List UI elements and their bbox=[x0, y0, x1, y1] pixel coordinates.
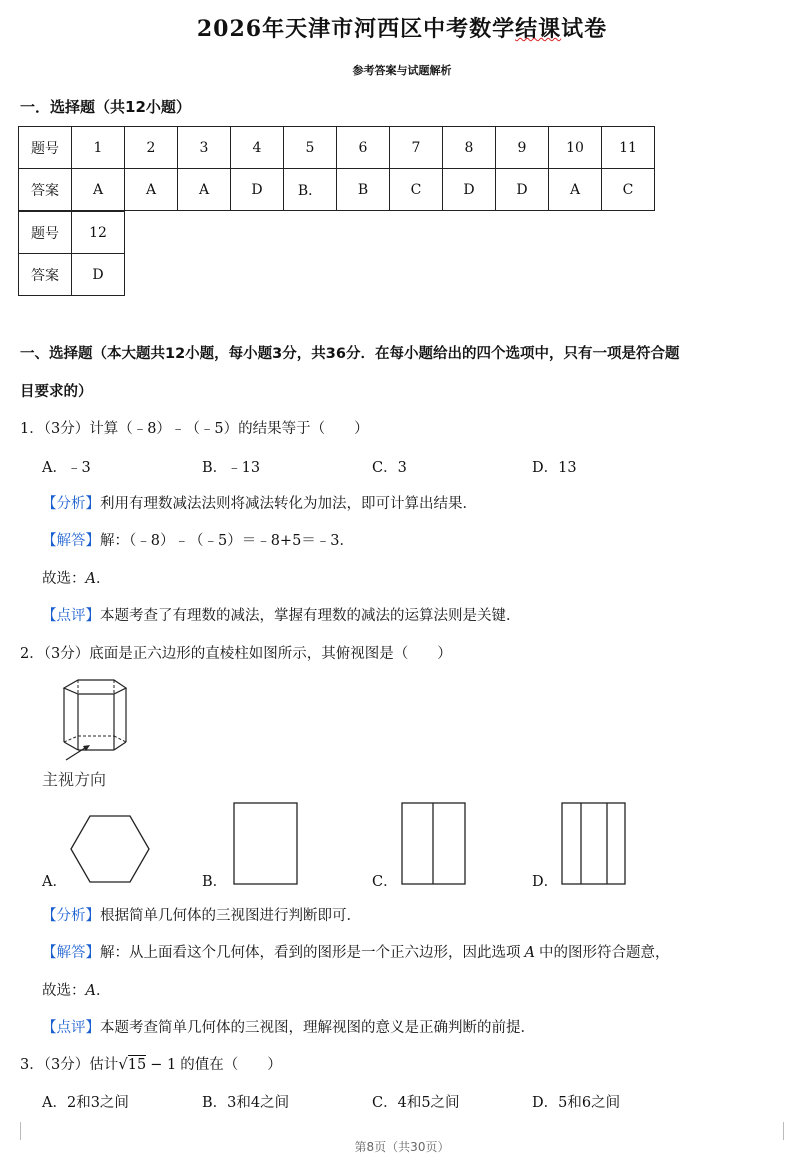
section-heading-2-cont: 目要求的） bbox=[20, 384, 93, 400]
title-underlined-text: 结课 bbox=[515, 16, 562, 42]
q3-stem-mid: − 1 bbox=[150, 1057, 177, 1073]
num-cell: 5 bbox=[284, 127, 337, 169]
q3-option-b: B．3和4之间 bbox=[202, 1095, 290, 1111]
num-cell: 4 bbox=[231, 127, 284, 169]
analysis-text: 根据简单几何体的三视图进行判断即可． bbox=[100, 908, 361, 924]
answer-table-1 bbox=[18, 126, 655, 211]
q1-option-b: B．﹣13 bbox=[202, 460, 261, 476]
row-label-num: 题号 bbox=[19, 127, 72, 169]
comment-tag: 【点评】 bbox=[42, 608, 100, 624]
num-cell: 8 bbox=[443, 127, 496, 169]
num-cell: 9 bbox=[496, 127, 549, 169]
rectangle-figure bbox=[232, 801, 300, 887]
rectangle-two-parts-figure bbox=[400, 801, 468, 887]
analysis-tag: 【分析】 bbox=[42, 908, 100, 924]
q1-comment bbox=[42, 604, 521, 625]
solution-var: A bbox=[524, 945, 535, 961]
hexagon-figure bbox=[68, 812, 152, 886]
view-direction-label: 主视方向 bbox=[42, 770, 107, 789]
solution-tag: 【解答】 bbox=[42, 945, 100, 961]
q1-analysis bbox=[42, 492, 477, 513]
page-footer: 第8页（共30页） bbox=[354, 1140, 450, 1154]
num-cell: 6 bbox=[337, 127, 390, 169]
num-cell: 1 bbox=[72, 127, 125, 169]
analysis-tag: 【分析】 bbox=[42, 496, 100, 512]
section-heading-1: 一．选择题（共12小题） bbox=[20, 98, 191, 116]
q1-option-a: A．﹣3 bbox=[42, 460, 91, 476]
table-row bbox=[19, 212, 125, 254]
comment-text: 本题考查简单几何体的三视图，理解视图的意义是正确判断的前提． bbox=[100, 1020, 535, 1036]
q2-option-d-label: D． bbox=[532, 874, 559, 890]
answer-cell: D bbox=[231, 169, 284, 211]
q2-choice bbox=[42, 979, 110, 1000]
document-subtitle: 参考答案与试题解析 bbox=[352, 64, 452, 77]
choice-suffix: ． bbox=[95, 983, 111, 999]
q1-option-d: D．13 bbox=[532, 460, 577, 476]
q3-option-a: A．2和3之间 bbox=[42, 1095, 129, 1111]
solution-text-pre: 解：从上面看这个几何体，看到的图形是一个正六边形，因此选项 bbox=[100, 945, 521, 961]
q1-solution bbox=[42, 529, 354, 550]
q3-stem bbox=[20, 1053, 282, 1074]
q1-choice bbox=[42, 567, 110, 588]
num-cell: 11 bbox=[602, 127, 655, 169]
row-label-ans: 答案 bbox=[19, 169, 72, 211]
answer-cell: B bbox=[337, 169, 390, 211]
num-cell: 3 bbox=[178, 127, 231, 169]
radicand: 15 bbox=[127, 1057, 147, 1073]
q1-option-c: C．3 bbox=[372, 460, 407, 476]
solution-text: 解：（﹣8）﹣（﹣5）＝﹣8+5＝﹣3． bbox=[100, 533, 355, 549]
row-label-ans: 答案 bbox=[19, 254, 72, 296]
table-row bbox=[19, 169, 655, 211]
prism-figure bbox=[56, 676, 136, 762]
num-cell: 10 bbox=[549, 127, 602, 169]
q3-stem-post: 的值在（ ） bbox=[180, 1057, 282, 1073]
row-label-num: 题号 bbox=[19, 212, 72, 254]
answer-cell: C bbox=[390, 169, 443, 211]
q3-option-d: D．5和6之间 bbox=[532, 1095, 621, 1111]
answer-cell: A bbox=[72, 169, 125, 211]
answer-cell: D bbox=[496, 169, 549, 211]
num-cell: 7 bbox=[390, 127, 443, 169]
q1-stem: 1．（3分）计算（﹣8）﹣（﹣5）的结果等于（ ） bbox=[20, 421, 369, 437]
analysis-text: 利用有理数减法法则将减法转化为加法，即可计算出结果． bbox=[100, 496, 477, 512]
q3-option-c: C．4和5之间 bbox=[372, 1095, 460, 1111]
answer-cell: C bbox=[602, 169, 655, 211]
q2-analysis bbox=[42, 904, 361, 925]
solution-text-post: 中的图形符合题意， bbox=[538, 945, 670, 961]
q2-solution bbox=[42, 941, 669, 962]
q2-option-b-label: B． bbox=[202, 874, 228, 890]
comment-text: 本题考查了有理数的减法，掌握有理数的减法的运算法则是关键． bbox=[100, 608, 521, 624]
answer-cell: D bbox=[443, 169, 496, 211]
answer-cell: D bbox=[72, 254, 125, 296]
q2-comment bbox=[42, 1016, 535, 1037]
answer-cell: A bbox=[549, 169, 602, 211]
answer-cell: A bbox=[125, 169, 178, 211]
choice-suffix: ． bbox=[95, 571, 111, 587]
title-text: 2026年天津市河西区中考数学结课试卷 bbox=[196, 16, 608, 42]
num-cell: 2 bbox=[125, 127, 178, 169]
table-row bbox=[19, 127, 655, 169]
rectangle-three-parts-figure bbox=[560, 801, 628, 887]
answer-table-2 bbox=[18, 211, 125, 296]
q2-option-c-label: C． bbox=[372, 874, 398, 890]
sqrt-sign: √ bbox=[118, 1055, 128, 1073]
solution-tag: 【解答】 bbox=[42, 533, 100, 549]
choice-letter: A bbox=[85, 983, 96, 999]
section-heading-2: 一、选择题（本大题共12小题，每小题3分，共36分．在每小题给出的四个选项中，只有一项是符合题 bbox=[20, 346, 680, 362]
q3-stem-pre: 3．（3分）估计 bbox=[20, 1057, 119, 1073]
q2-stem: 2．（3分）底面是正六边形的直棱柱如图所示，其俯视图是（ ） bbox=[20, 646, 452, 662]
q2-option-a-label: A． bbox=[42, 874, 67, 890]
table-row bbox=[19, 254, 125, 296]
choice-letter: A bbox=[85, 571, 96, 587]
comment-tag: 【点评】 bbox=[42, 1020, 100, 1036]
answer-cell: B． bbox=[284, 169, 337, 211]
num-cell: 12 bbox=[72, 212, 125, 254]
choice-prefix: 故选： bbox=[42, 571, 86, 587]
choice-prefix: 故选： bbox=[42, 983, 86, 999]
document-title bbox=[0, 12, 804, 43]
answer-cell: A bbox=[178, 169, 231, 211]
